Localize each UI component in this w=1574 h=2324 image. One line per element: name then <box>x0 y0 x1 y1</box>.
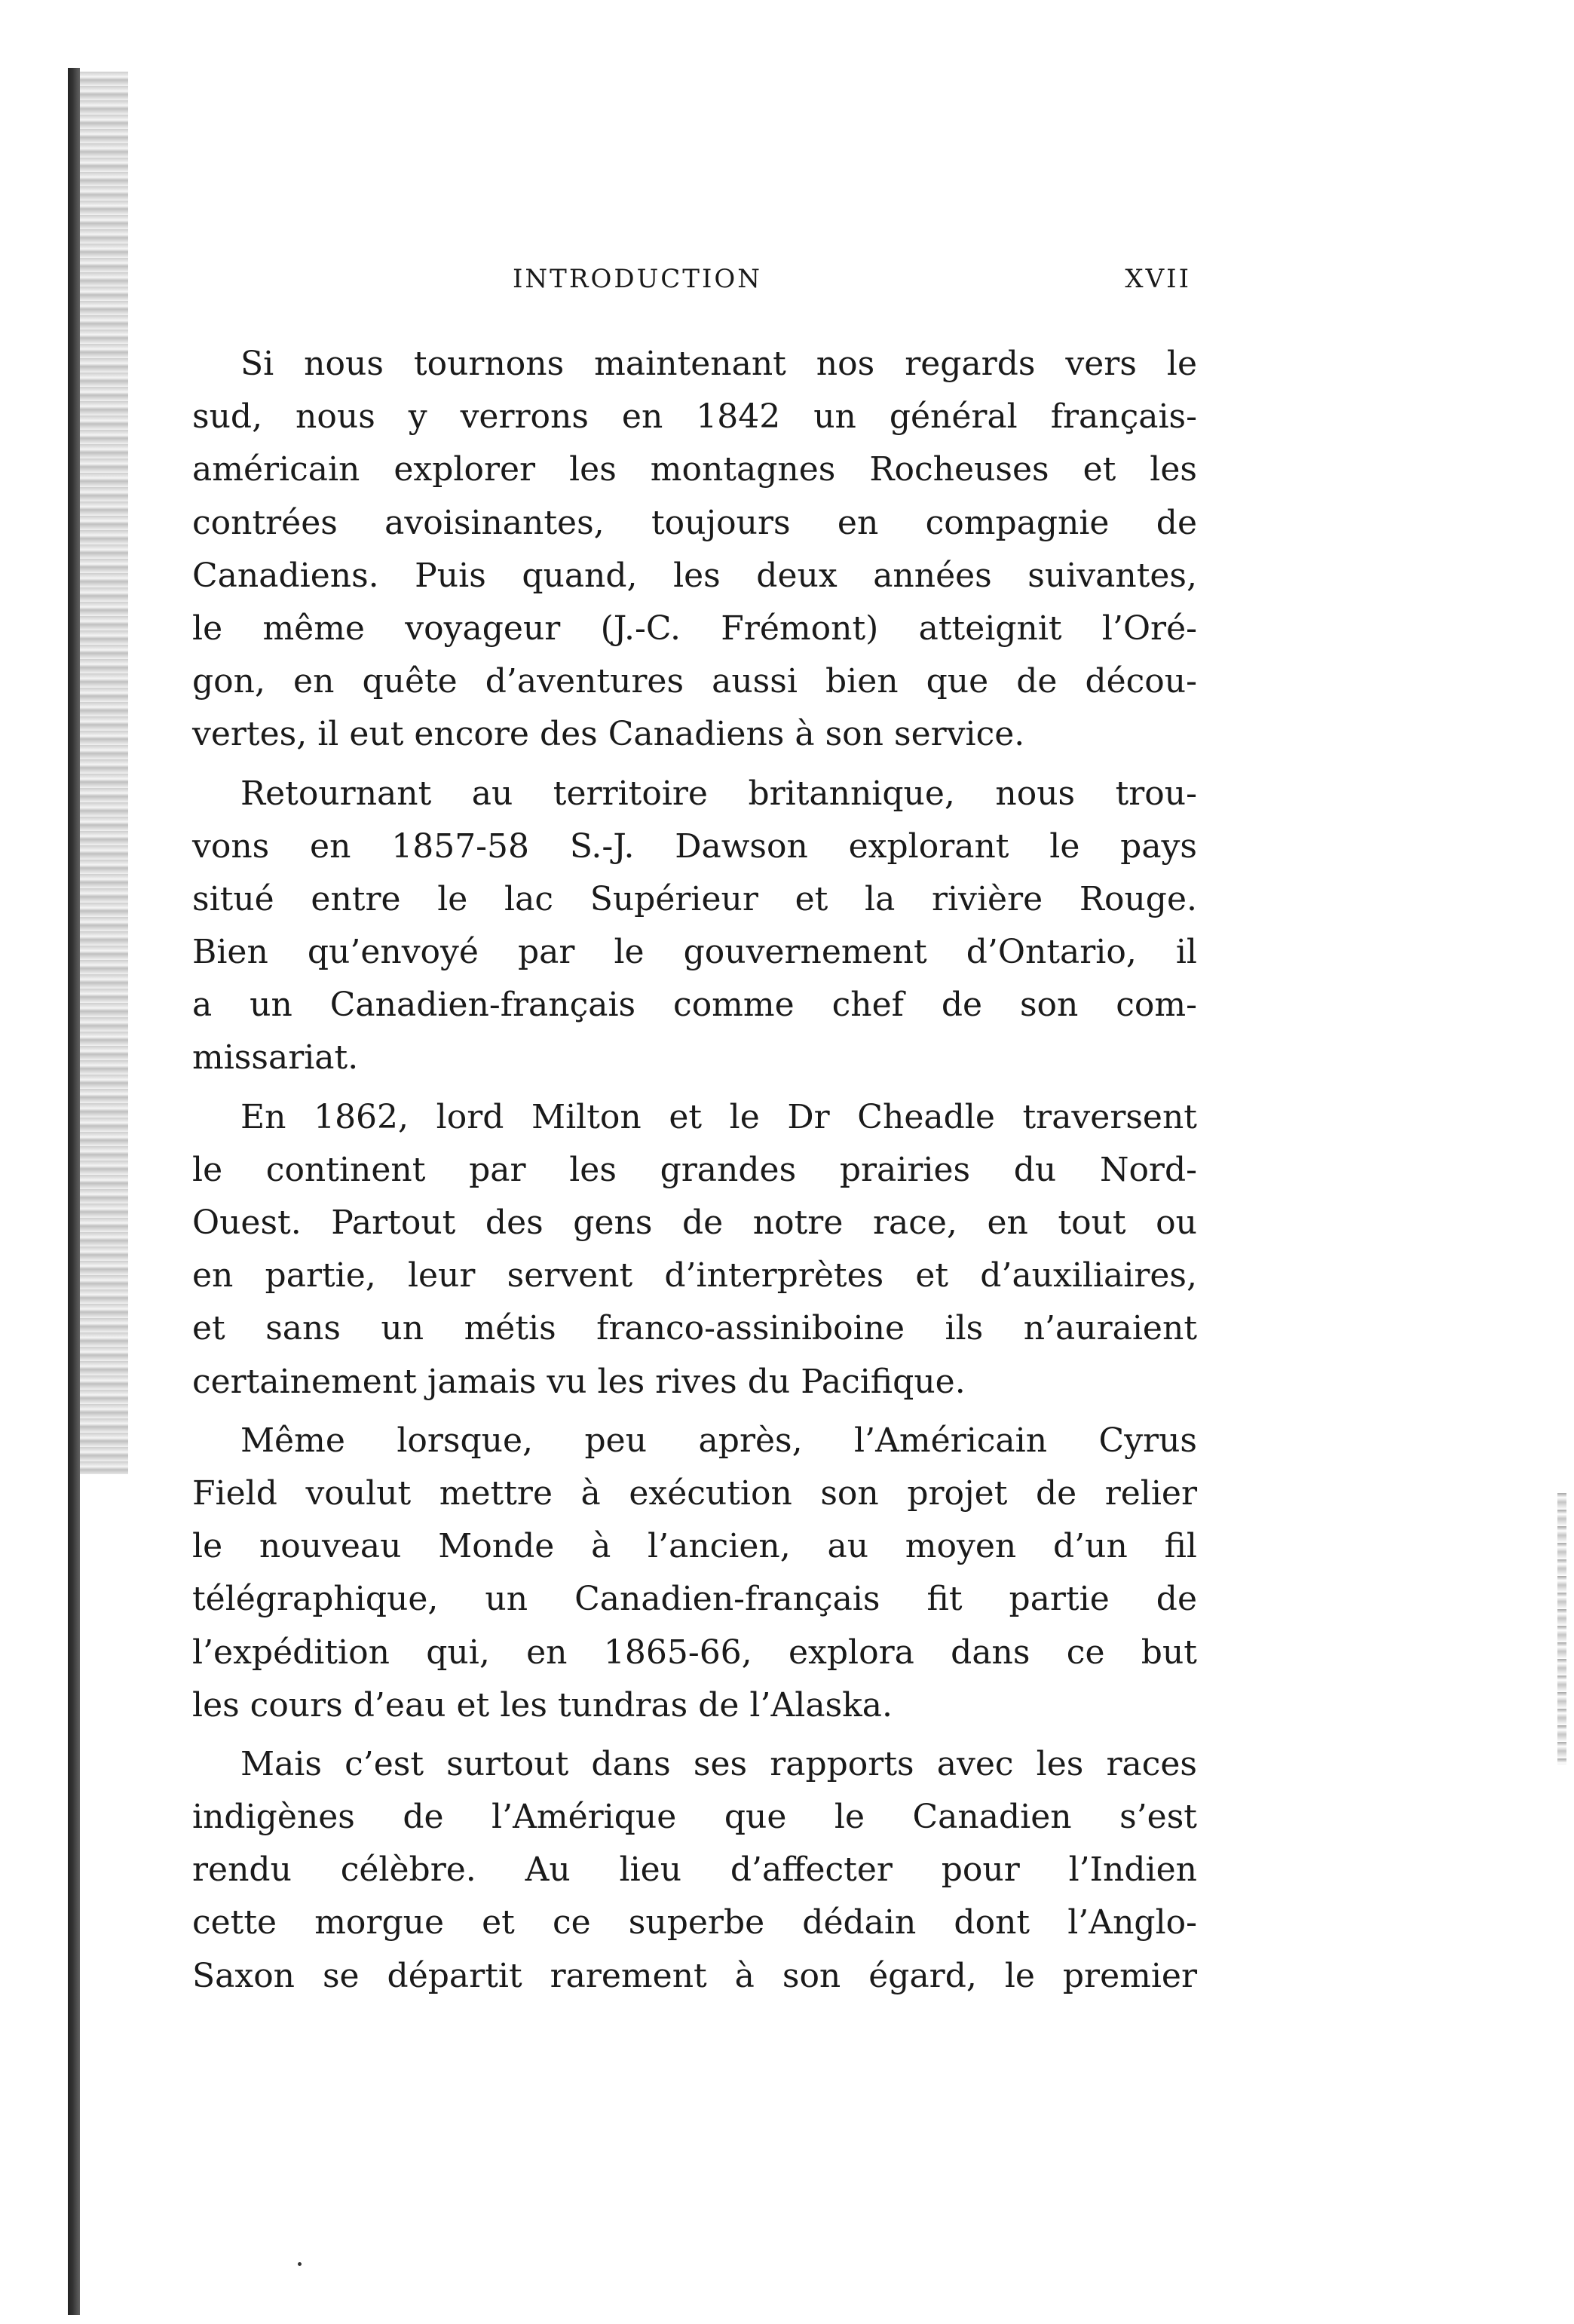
text-line: contrées avoisinantes, toujours en compagnie de <box>192 503 1197 542</box>
text-line: Saxon se départit rarement à son égard, le premier <box>192 1956 1197 1995</box>
text-line: l’expédition qui, en 1865-66, explora dans ce but <box>192 1633 1197 1672</box>
text-line: vons en 1857-58 S.-J. Dawson explorant le pays <box>192 826 1197 866</box>
body-text <box>192 338 1197 2009</box>
text-line: vertes, il eut encore des Canadiens à son service. <box>192 715 1025 754</box>
text-line: sud, nous y verrons en 1842 un général français- <box>192 397 1197 437</box>
scan-speck <box>298 2262 302 2266</box>
text-line: et sans un métis franco-assiniboine ils n’auraient <box>192 1309 1197 1348</box>
text-line: le nouveau Monde à l’ancien, au moyen d’un fil <box>192 1527 1197 1566</box>
paragraph-2 <box>192 768 1197 1085</box>
text-line: Canadiens. Puis quand, les deux années suivantes, <box>192 556 1197 595</box>
running-head: INTRODUCTION <box>513 264 762 294</box>
text-line: cette morgue et ce superbe dédain dont l’Anglo- <box>192 1903 1197 1942</box>
text-line: Mais c’est surtout dans ses rapports avec les races <box>240 1744 1197 1783</box>
text-line: Si nous tournons maintenant nos regards vers le <box>240 345 1197 383</box>
page-binding-shadow <box>68 68 80 2315</box>
text-line: situé entre le lac Supérieur et la rivière Rouge. <box>192 879 1197 918</box>
text-line: américain explorer les montagnes Rocheuses et les <box>192 450 1197 489</box>
text-line: Ouest. Partout des gens de notre race, en tout ou <box>192 1203 1197 1242</box>
text-line: rendu célèbre. Au lieu d’affecter pour l’Indien <box>192 1850 1197 1890</box>
text-line: indigènes de l’Amérique que le Canadien s’est <box>192 1798 1197 1837</box>
paragraph-3 <box>192 1091 1197 1409</box>
text-line: Field voulut mettre à exécution son projet de relier <box>192 1473 1197 1513</box>
scan-edge-marks <box>1557 1493 1566 1764</box>
page-number: XVII <box>1125 264 1191 294</box>
text-line: le continent par les grandes prairies du Nord- <box>192 1150 1197 1189</box>
text-line: télégraphique, un Canadien-français fit partie de <box>192 1580 1197 1619</box>
text-line: Bien qu’envoyé par le gouvernement d’Ontario, il <box>192 933 1197 972</box>
text-line: missariat. <box>192 1038 359 1078</box>
text-line: en partie, leur servent d’interprètes et d’auxiliaires, <box>192 1256 1197 1295</box>
text-line: les cours d’eau et les tundras de l’Alaska. <box>192 1685 893 1725</box>
text-line: certainement jamais vu les rives du Pacifique. <box>192 1362 966 1401</box>
text-line: le même voyageur (J.-C. Frémont) atteignit l’Oré- <box>192 609 1197 648</box>
text-line: a un Canadien-français comme chef de son com- <box>192 986 1197 1025</box>
paragraph-1 <box>192 338 1197 762</box>
scan-edge-texture <box>80 72 128 1474</box>
text-line: Même lorsque, peu après, l’Américain Cyrus <box>240 1421 1197 1460</box>
paragraph-5 <box>192 1738 1197 2003</box>
text-line: gon, en quête d’aventures aussi bien que de décou- <box>192 662 1197 701</box>
page-header <box>188 264 1199 309</box>
text-line: Retournant au territoire britannique, nous trou- <box>240 774 1197 813</box>
text-line: En 1862, lord Milton et le Dr Cheadle traversent <box>240 1097 1197 1136</box>
paragraph-4 <box>192 1415 1197 1732</box>
